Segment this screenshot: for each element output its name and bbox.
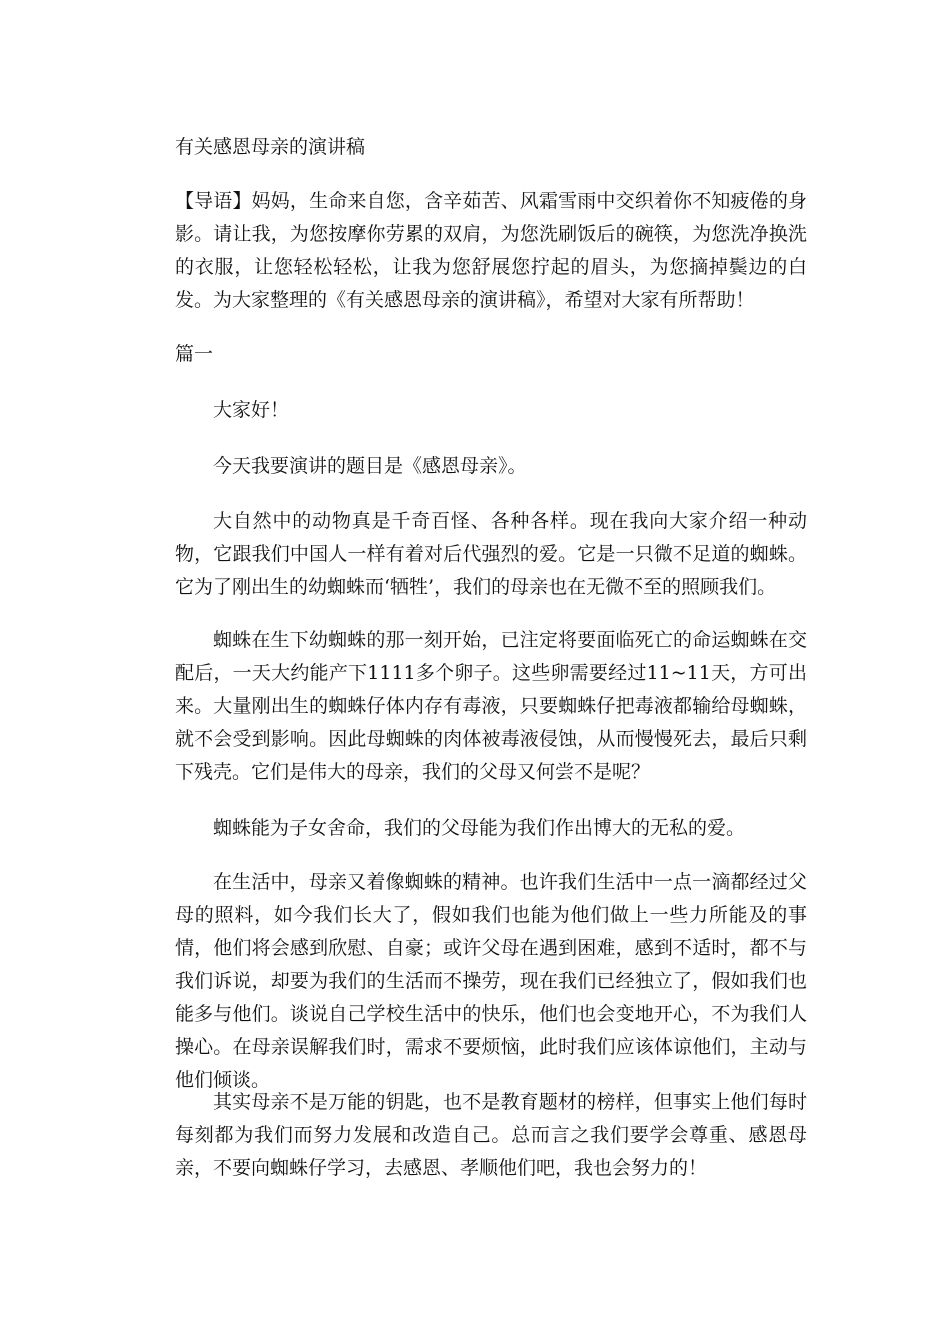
body-paragraph: 大自然中的动物真是千奇百怪、各种各样。现在我向大家介绍一种动物，它跟我们中国人一样有着对后代强烈的爱。它是一只微不足道的蜘蛛。它为了刚出生的幼蜘蛛而‘牺牲’，我们的母亲也在无微不至的照顾我们。: [175, 510, 807, 598]
body-paragraph: 蜘蛛在生下幼蜘蛛的那一刻开始，已注定将要面临死亡的命运蜘蛛在交配后，一天大约能产下1111多个卵子。这些卵需要经过11~11天，方可出来。大量刚出生的蜘蛛仔体内存有毒液，只要蜘蛛仔把毒液都输给母蜘蛛，就不会受到影响。因此母蜘蛛的肉体被毒液侵蚀，从而慢慢死去，最后只剩下残壳。它们是伟大的母亲，我们的父母又何尝不是呢？: [175, 629, 807, 783]
part-label: 篇一: [175, 343, 214, 365]
closing-paragraph: 其实母亲不是万能的钥匙，也不是教育题材的榜样，但事实上他们每时每刻都为我们而努力发展和改造自己。总而言之我们要学会尊重、感恩母亲，不要向蜘蛛仔学习，去感恩、孝顺他们吧，我也会努力的！: [175, 1091, 807, 1179]
document-title: 有关感恩母亲的演讲稿: [175, 136, 366, 158]
body-paragraph: 蜘蛛能为子女舍命，我们的父母能为我们作出博大的无私的爱。: [213, 817, 746, 839]
greeting-paragraph: 大家好！: [213, 399, 290, 421]
body-paragraph: 在生活中，母亲又着像蜘蛛的精神。也许我们生活中一点一滴都经过父母的照料，如今我们长大了，假如我们也能为他们做上一些力所能及的事情，他们将会感到欣慰、自豪；或许父母在遇到困难，感到不适时，都不与我们诉说，却要为我们的生活而不操劳，现在我们已经独立了，假如我们也能多与他们。谈说自己学校生活中的快乐，他们也会变地开心，不为我们人操心。在母亲误解我们时，需求不要烦恼，此时我们应该体谅他们，主动与他们倾谈。: [175, 871, 807, 1091]
intro-paragraph: 【导语】妈妈，生命来自您，含辛茹苦、风霜雪雨中交织着你不知疲倦的身影。请让我，为您按摩你劳累的双肩，为您洗刷饭后的碗筷，为您洗净换洗的衣服，让您轻松轻松，让我为您舒展您拧起的眉头，为您摘掉鬓边的白发。为大家整理的《有关感恩母亲的演讲稿》，希望对大家有所帮助！: [175, 190, 807, 311]
topic-paragraph: 今天我要演讲的题目是《感恩母亲》。: [213, 455, 527, 477]
